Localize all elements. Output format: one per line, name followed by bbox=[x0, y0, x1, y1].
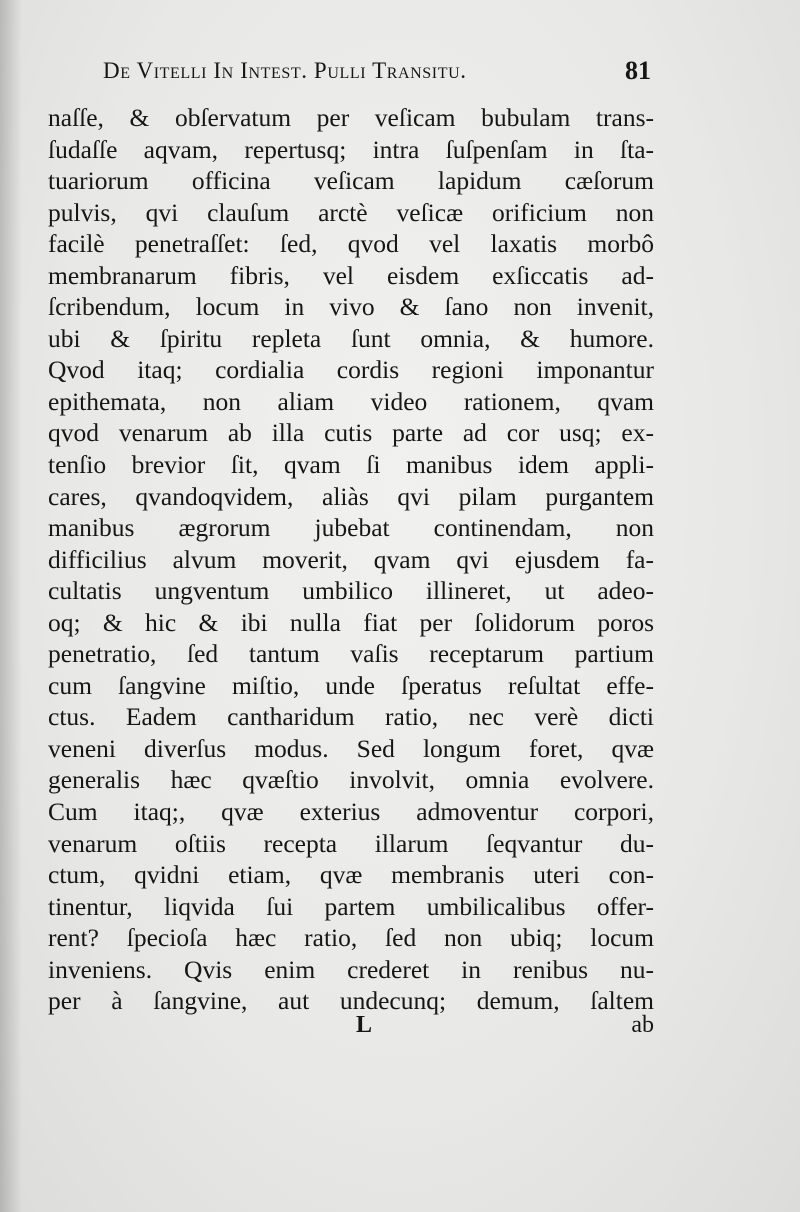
text-line: per à ſangvine, aut undecunq; demum, ſaltem bbox=[48, 986, 654, 1016]
page-number: 81 bbox=[625, 56, 651, 85]
text-line: Cum itaq;, qvæ exterius admoventur corpori, bbox=[48, 797, 654, 827]
text-line: pulvis, qvi clauſum arctè veſicæ orificium non bbox=[48, 197, 654, 227]
text-line: membranarum fibris, vel eisdem exſiccatis ad- bbox=[48, 260, 654, 290]
catchword: ab bbox=[631, 1012, 654, 1038]
text-line: tinentur, liqvida ſui partem umbilicalibus offer- bbox=[48, 891, 654, 921]
text-line: generalis hæc qvæſtio involvit, omnia evolvere. bbox=[48, 765, 654, 795]
text-line: epithemata, non aliam video rationem, qvam bbox=[48, 386, 654, 416]
gutter-shadow bbox=[0, 0, 22, 1212]
text-line: cultatis ungventum umbilico illineret, ut adeo- bbox=[48, 576, 654, 606]
page-footer bbox=[48, 1012, 654, 1044]
text-line: qvod venarum ab illa cutis parte ad cor usq; ex- bbox=[48, 418, 654, 448]
text-line: ubi & ſpiritu repleta ſunt omnia, & humore. bbox=[48, 323, 654, 353]
text-line: rent? ſpecioſa hæc ratio, ſed non ubiq; locum bbox=[48, 923, 654, 953]
running-head bbox=[103, 58, 651, 90]
text-line: difficilius alvum moverit, qvam qvi ejusdem fa- bbox=[48, 544, 654, 574]
text-line: inveniens. Qvis enim crederet in renibus nu- bbox=[48, 954, 654, 984]
body-text bbox=[48, 102, 654, 1017]
text-line: tenſio brevior ſit, qvam ſi manibus idem appli- bbox=[48, 450, 654, 480]
text-line: tuariorum officina veſicam lapidum cæſorum bbox=[48, 166, 654, 196]
running-title: De Vitelli In Intest. Pulli Transitu. bbox=[103, 58, 467, 83]
text-line: ſcribendum, locum in vivo & ſano non invenit, bbox=[48, 292, 654, 322]
text-line: Qvod itaq; cordialia cordis regioni imponantur bbox=[48, 355, 654, 385]
text-line: ctum, qvidni etiam, qvæ membranis uteri con- bbox=[48, 860, 654, 890]
text-line: veneni diverſus modus. Sed longum foret, qvæ bbox=[48, 733, 654, 763]
text-line: facilè penetraſſet: ſed, qvod vel laxatis morbô bbox=[48, 229, 654, 259]
text-line: ctus. Eadem cantharidum ratio, nec verè dicti bbox=[48, 702, 654, 732]
text-line: oq; & hic & ibi nulla fiat per ſolidorum poros bbox=[48, 607, 654, 637]
text-line: ſudaſſe aqvam, repertusq; intra ſuſpenſam in ſta- bbox=[48, 134, 654, 164]
text-line: naſſe, & obſervatum per veſicam bubulam trans- bbox=[48, 103, 654, 132]
text-line: manibus ægrorum jubebat continendam, non bbox=[48, 513, 654, 543]
signature-mark: L bbox=[356, 1012, 373, 1038]
text-line: penetratio, ſed tantum vaſis receptarum partium bbox=[48, 639, 654, 669]
text-line: cares, qvandoqvidem, aliàs qvi pilam purgantem bbox=[48, 481, 654, 511]
text-line: venarum oſtiis recepta illarum ſeqvantur du- bbox=[48, 828, 654, 858]
text-line: cum ſangvine miſtio, unde ſperatus reſultat effe- bbox=[48, 670, 654, 700]
